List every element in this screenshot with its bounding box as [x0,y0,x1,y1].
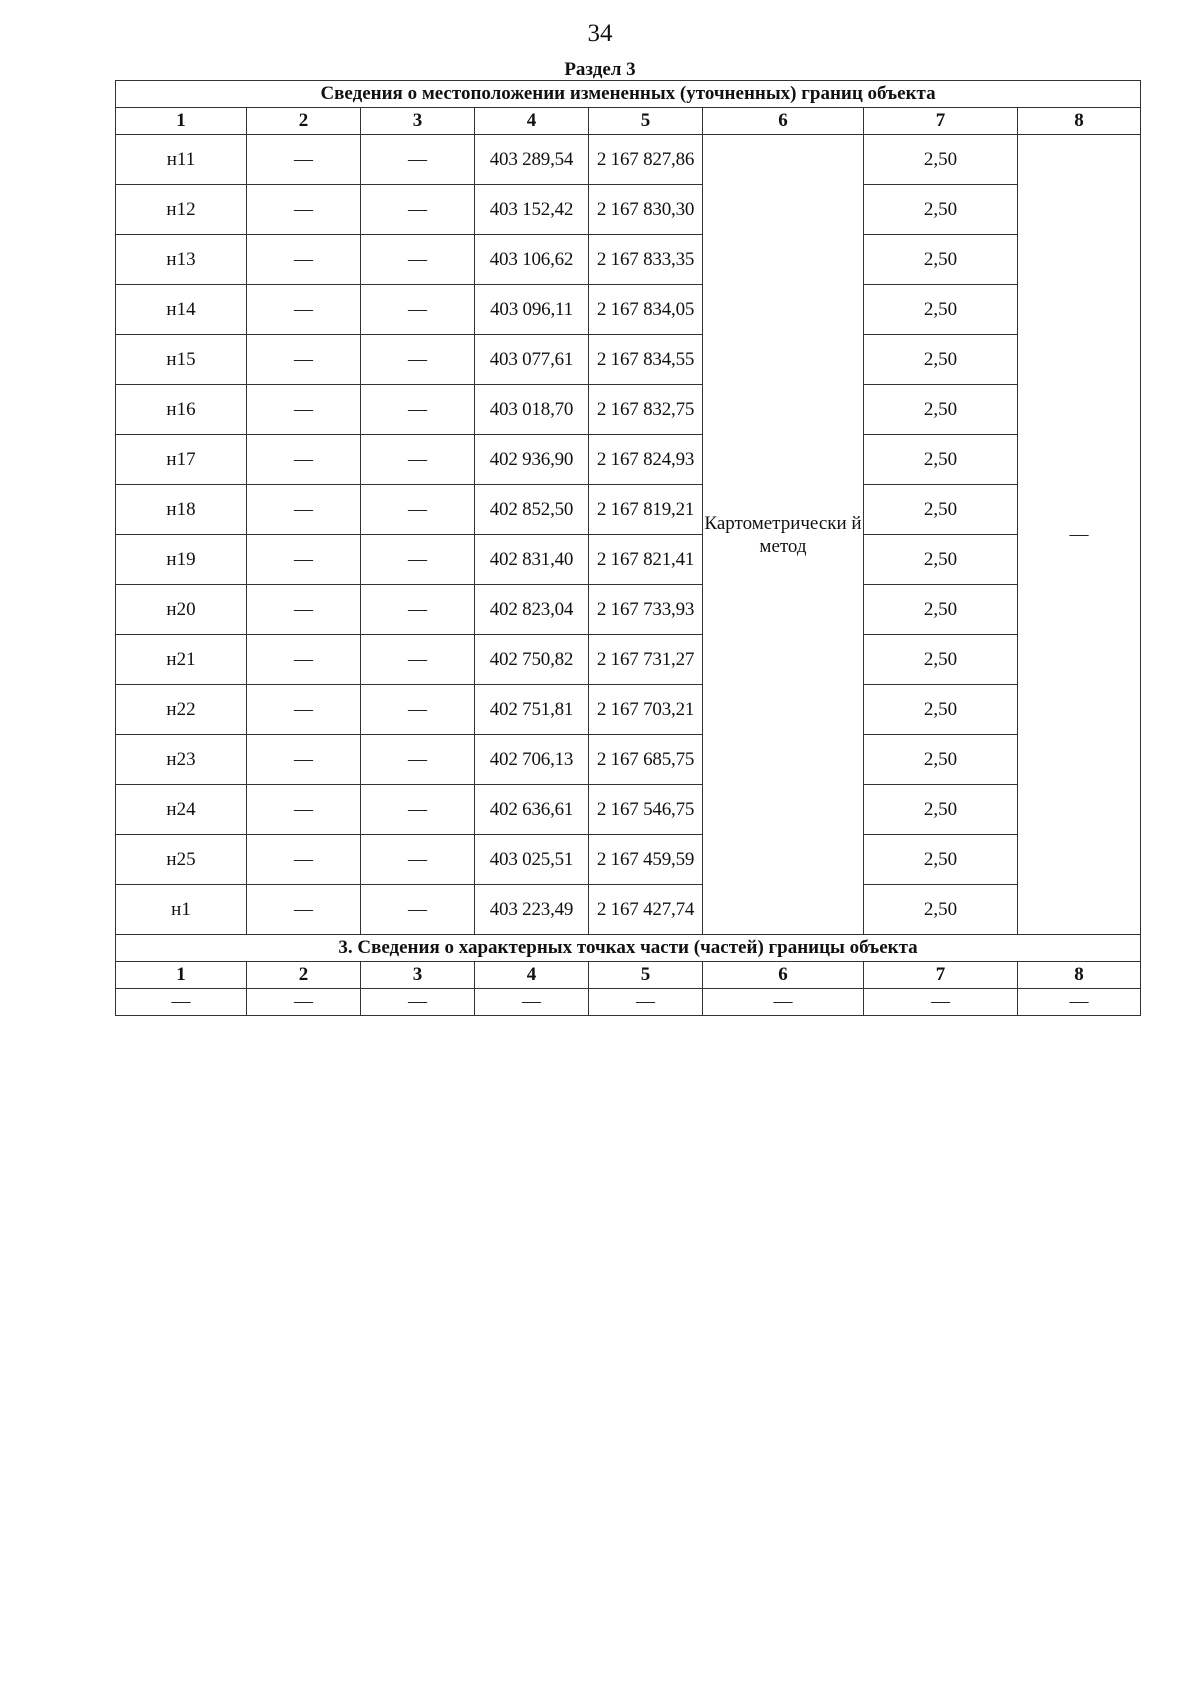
cell-col2: — [247,135,361,185]
y-coordinate-cell: 2 167 832,75 [589,385,703,435]
column-header: 7 [864,108,1018,135]
table-row [116,485,1141,535]
cell-col3: — [361,685,475,735]
accuracy-cell: 2,50 [864,735,1018,785]
boundary-points-table [115,80,1141,1016]
section-heading: Раздел 3 [564,59,636,80]
column-header: 5 [589,108,703,135]
part-column-header: 7 [864,962,1018,989]
accuracy-cell: 2,50 [864,785,1018,835]
x-coordinate-cell: 403 025,51 [475,835,589,885]
cell-col3: — [361,135,475,185]
column-header: 6 [703,108,864,135]
x-coordinate-cell: 403 018,70 [475,385,589,435]
point-cell: н14 [116,285,247,335]
cell-col3: — [361,485,475,535]
accuracy-cell: 2,50 [864,535,1018,585]
part-column-header: 3 [361,962,475,989]
column-header: 1 [116,108,247,135]
x-coordinate-cell: 402 706,13 [475,735,589,785]
y-coordinate-cell: 2 167 833,35 [589,235,703,285]
cell-col3: — [361,885,475,935]
accuracy-cell: 2,50 [864,485,1018,535]
cell-col2: — [247,185,361,235]
y-coordinate-cell: 2 167 834,05 [589,285,703,335]
y-coordinate-cell: 2 167 827,86 [589,135,703,185]
method-cell: Картометрически й метод [703,135,864,935]
cell-col2: — [247,535,361,585]
part-column-header: 1 [116,962,247,989]
x-coordinate-cell: 403 077,61 [475,335,589,385]
point-cell: н18 [116,485,247,535]
part-cell: — [703,989,864,1016]
part-cell: — [475,989,589,1016]
y-coordinate-cell: 2 167 685,75 [589,735,703,785]
cell-col2: — [247,885,361,935]
point-cell: н23 [116,735,247,785]
y-coordinate-cell: 2 167 546,75 [589,785,703,835]
part-column-header: 5 [589,962,703,989]
cell-col3: — [361,435,475,485]
part-column-header: 6 [703,962,864,989]
point-cell: н25 [116,835,247,885]
cell-col3: — [361,335,475,385]
x-coordinate-cell: 402 750,82 [475,635,589,685]
y-coordinate-cell: 2 167 733,93 [589,585,703,635]
column-header: 2 [247,108,361,135]
point-cell: н20 [116,585,247,635]
x-coordinate-cell: 402 823,04 [475,585,589,635]
y-coordinate-cell: 2 167 427,74 [589,885,703,935]
accuracy-cell: 2,50 [864,235,1018,285]
page-number: 34 [587,20,613,47]
part-column-header: 8 [1018,962,1141,989]
point-cell: н16 [116,385,247,435]
y-coordinate-cell: 2 167 731,27 [589,635,703,685]
point-cell: н15 [116,335,247,385]
part-cell: — [247,989,361,1016]
point-cell: н21 [116,635,247,685]
cell-col2: — [247,685,361,735]
point-cell: н19 [116,535,247,585]
table-row [116,635,1141,685]
column-header-row [116,108,1141,135]
cell-col2: — [247,635,361,685]
table-row [116,885,1141,935]
cell-col3: — [361,835,475,885]
cell-col2: — [247,435,361,485]
point-cell: н12 [116,185,247,235]
cell-col2: — [247,485,361,535]
point-cell: н11 [116,135,247,185]
accuracy-cell: 2,50 [864,635,1018,685]
x-coordinate-cell: 403 106,62 [475,235,589,285]
table-row [116,735,1141,785]
accuracy-cell: 2,50 [864,435,1018,485]
point-cell: н13 [116,235,247,285]
cell-col3: — [361,785,475,835]
x-coordinate-cell: 402 751,81 [475,685,589,735]
table-row [116,535,1141,585]
cell-col2: — [247,785,361,835]
part-column-header: 4 [475,962,589,989]
cell-col2: — [247,235,361,285]
col8-merged-cell: — [1018,135,1141,935]
part-column-header: 2 [247,962,361,989]
accuracy-cell: 2,50 [864,585,1018,635]
table-row [116,185,1141,235]
cell-col3: — [361,235,475,285]
column-header: 4 [475,108,589,135]
point-cell: н24 [116,785,247,835]
y-coordinate-cell: 2 167 703,21 [589,685,703,735]
table-row [116,835,1141,885]
table-row [116,385,1141,435]
accuracy-cell: 2,50 [864,685,1018,735]
cell-col3: — [361,585,475,635]
y-coordinate-cell: 2 167 821,41 [589,535,703,585]
part-cell: — [864,989,1018,1016]
point-cell: н1 [116,885,247,935]
x-coordinate-cell: 403 152,42 [475,185,589,235]
cell-col3: — [361,185,475,235]
x-coordinate-cell: 402 636,61 [475,785,589,835]
point-cell: н17 [116,435,247,485]
cell-col3: — [361,385,475,435]
table-title: Сведения о местоположении измененных (уточненных) границ объекта [116,81,1141,108]
x-coordinate-cell: 403 096,11 [475,285,589,335]
y-coordinate-cell: 2 167 830,30 [589,185,703,235]
cell-col2: — [247,835,361,885]
y-coordinate-cell: 2 167 824,93 [589,435,703,485]
cell-col3: — [361,735,475,785]
cell-col2: — [247,335,361,385]
accuracy-cell: 2,50 [864,285,1018,335]
table-row [116,235,1141,285]
part-section-title: 3. Сведения о характерных точках части (частей) границы объекта [116,935,1141,962]
column-header: 3 [361,108,475,135]
x-coordinate-cell: 402 936,90 [475,435,589,485]
part-cell: — [116,989,247,1016]
x-coordinate-cell: 403 223,49 [475,885,589,935]
table-row [116,685,1141,735]
y-coordinate-cell: 2 167 834,55 [589,335,703,385]
y-coordinate-cell: 2 167 459,59 [589,835,703,885]
cell-col3: — [361,635,475,685]
x-coordinate-cell: 402 852,50 [475,485,589,535]
column-header: 8 [1018,108,1141,135]
table-row [116,785,1141,835]
y-coordinate-cell: 2 167 819,21 [589,485,703,535]
cell-col2: — [247,285,361,335]
table-row [116,435,1141,485]
part-table-row [116,989,1141,1016]
cell-col3: — [361,285,475,335]
cell-col2: — [247,585,361,635]
table-row [116,335,1141,385]
table-row [116,285,1141,335]
cell-col2: — [247,735,361,785]
part-cell: — [589,989,703,1016]
accuracy-cell: 2,50 [864,385,1018,435]
part-cell: — [361,989,475,1016]
cell-col2: — [247,385,361,435]
accuracy-cell: 2,50 [864,185,1018,235]
accuracy-cell: 2,50 [864,885,1018,935]
x-coordinate-cell: 403 289,54 [475,135,589,185]
x-coordinate-cell: 402 831,40 [475,535,589,585]
table-row [116,135,1141,185]
part-cell: — [1018,989,1141,1016]
accuracy-cell: 2,50 [864,135,1018,185]
cell-col3: — [361,535,475,585]
accuracy-cell: 2,50 [864,835,1018,885]
part-column-header-row [116,962,1141,989]
accuracy-cell: 2,50 [864,335,1018,385]
point-cell: н22 [116,685,247,735]
table-row [116,585,1141,635]
